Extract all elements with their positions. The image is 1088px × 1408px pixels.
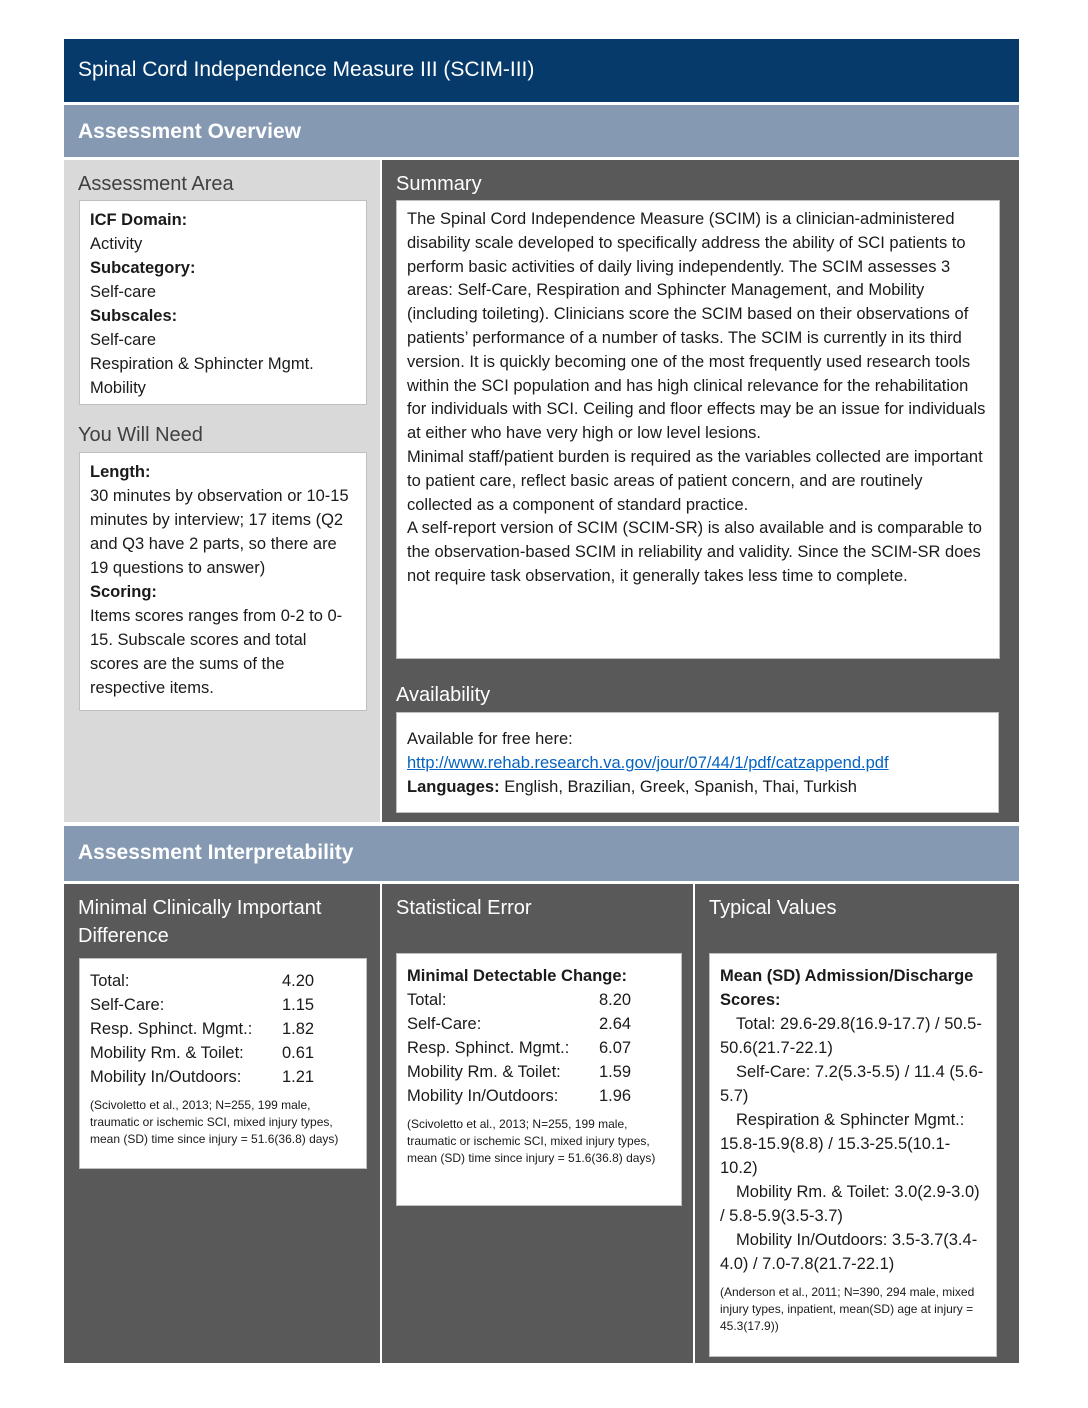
scoring-label: Scoring:	[90, 583, 157, 601]
mdc-row: Self-Care: 2.64	[407, 1015, 632, 1033]
typical-value-item: Self-Care: 7.2(5.3-5.5) / 11.4 (5.6-5.7)	[720, 1063, 984, 1105]
mdc-row: Resp. Sphinct. Mgmt.: 6.07	[407, 1039, 632, 1057]
assessment-area-box	[79, 200, 367, 405]
typical-value-item: Mobility In/Outdoors: 3.5-3.7(3.4-4.0) / 7.0-7.8(21.7-22.1)	[720, 1231, 978, 1273]
icf-domain-label: ICF Domain:	[90, 211, 188, 229]
availability-intro: Available for free here:	[407, 730, 573, 748]
mcid-row: Resp. Sphinct. Mgmt.: 1.82	[90, 1020, 315, 1038]
icf-domain-value: Activity	[90, 235, 143, 253]
typical-values-citation: (Anderson et al., 2011; N=390, 294 male, mixed injury types, inpatient, mean(SD) age at injury = 45.3(17.9))	[720, 1285, 975, 1333]
subscale-item: Mobility	[90, 379, 146, 397]
mdc-row: Total: 8.20	[407, 991, 632, 1009]
summary-paragraph: A self-report version of SCIM (SCIM-SR) is also available and is comparable to the observation-based SCIM in reliability and validity. Since the SCIM-SR does not require task observation, it generally takes less time to complete.	[407, 519, 982, 585]
scoring-value: Items scores ranges from 0-2 to 0-15. Subscale scores and total scores are the sums of the respective items.	[90, 607, 343, 697]
mcid-heading: Minimal Clinically Important Difference	[78, 897, 322, 947]
subscales-label: Subscales:	[90, 307, 178, 325]
statistical-error-heading: Statistical Error	[396, 897, 532, 919]
summary-paragraph: The Spinal Cord Independence Measure (SCIM) is a clinician-administered disability scale developed to specifically address the ability of SCI patients to perform basic activities of daily living independently. The SCIM assesses 3 areas: Self-Care, Respiration and Sphincter Management, and Mobility (including toileting). Clinicians score the SCIM based on their observations of patients’ performance of a number of tasks. The SCIM is currently in its third version. It is quickly becoming one of the most frequently used research tools within the SCI population and has high clinical relevance for the rehabilitation for individuals with SCI. Ceiling and floor effects may be an issue for individuals at either who have very high or low level lesions.	[407, 210, 986, 443]
typical-values-box	[709, 953, 997, 1357]
mcid-citation: (Scivoletto et al., 2013; N=255, 199 male, traumatic or ischemic SCI, mixed injury types, mean (SD) time since injury = 51.6(36.8) days)	[90, 1098, 339, 1146]
availability-box	[396, 712, 999, 813]
subscale-item: Respiration & Sphincter Mgmt.	[90, 355, 314, 373]
statistical-error-citation: (Scivoletto et al., 2013; N=255, 199 male, traumatic or ischemic SCI, mixed injury types, mean (SD) time since injury = 51.6(36.8) days)	[407, 1117, 656, 1165]
mdc-row: Mobility Rm. & Toilet: 1.59	[407, 1063, 632, 1081]
assessment-area-heading: Assessment Area	[78, 173, 234, 195]
you-will-need-box	[79, 452, 367, 711]
section-header-interpretability: Assessment Interpretability	[64, 826, 1019, 881]
languages-label: Languages:	[407, 778, 500, 796]
mcid-row: Total: 4.20	[90, 972, 315, 990]
languages-value: English, Brazilian, Greek, Spanish, Thai, Turkish	[504, 778, 857, 796]
typical-value-item: Total: 29.6-29.8(16.9-17.7) / 50.5-50.6(21.7-22.1)	[720, 1015, 982, 1057]
section-header-overview: Assessment Overview	[64, 105, 1019, 157]
subscale-item: Self-care	[90, 331, 157, 349]
subcategory-value: Self-care	[90, 283, 157, 301]
typical-values-heading: Typical Values	[709, 897, 837, 919]
typical-value-item: Respiration & Sphincter Mgmt.: 15.8-15.9(8.8) / 15.3-25.5(10.1-10.2)	[720, 1111, 965, 1177]
you-will-need-heading: You Will Need	[78, 424, 203, 446]
mcid-box	[79, 958, 367, 1169]
summary-paragraph: Minimal staff/patient burden is required as the variables collected are important to patient care, reflect basic areas of patient concern, and are routinely collected as a component of standard practice.	[407, 447, 983, 514]
summary-box	[396, 200, 1000, 659]
mdc-label: Minimal Detectable Change:	[407, 967, 628, 985]
mcid-row: Mobility In/Outdoors: 1.21	[90, 1068, 315, 1086]
typical-values-label: Mean (SD) Admission/Discharge Scores:	[720, 967, 974, 1009]
mdc-row: Mobility In/Outdoors: 1.96	[407, 1087, 632, 1105]
mcid-row: Self-Care: 1.15	[90, 996, 315, 1014]
mcid-row: Mobility Rm. & Toilet: 0.61	[90, 1044, 315, 1062]
length-value: 30 minutes by observation or 10-15 minutes by interview; 17 items (Q2 and Q3 have 2 parts, so there are 19 questions to answer)	[90, 487, 349, 577]
availability-link[interactable]: http://www.rehab.research.va.gov/jour/07/44/1/pdf/catzappend.pdf	[407, 754, 889, 772]
typical-value-item: Mobility Rm. & Toilet: 3.0(2.9-3.0) / 5.8-5.9(3.5-3.7)	[720, 1183, 980, 1225]
subcategory-label: Subcategory:	[90, 259, 196, 277]
statistical-error-box	[396, 953, 682, 1206]
availability-heading: Availability	[396, 684, 491, 706]
document-title: Spinal Cord Independence Measure III (SCIM-III)	[64, 39, 1019, 102]
length-label: Length:	[90, 463, 151, 481]
summary-heading: Summary	[396, 173, 482, 195]
